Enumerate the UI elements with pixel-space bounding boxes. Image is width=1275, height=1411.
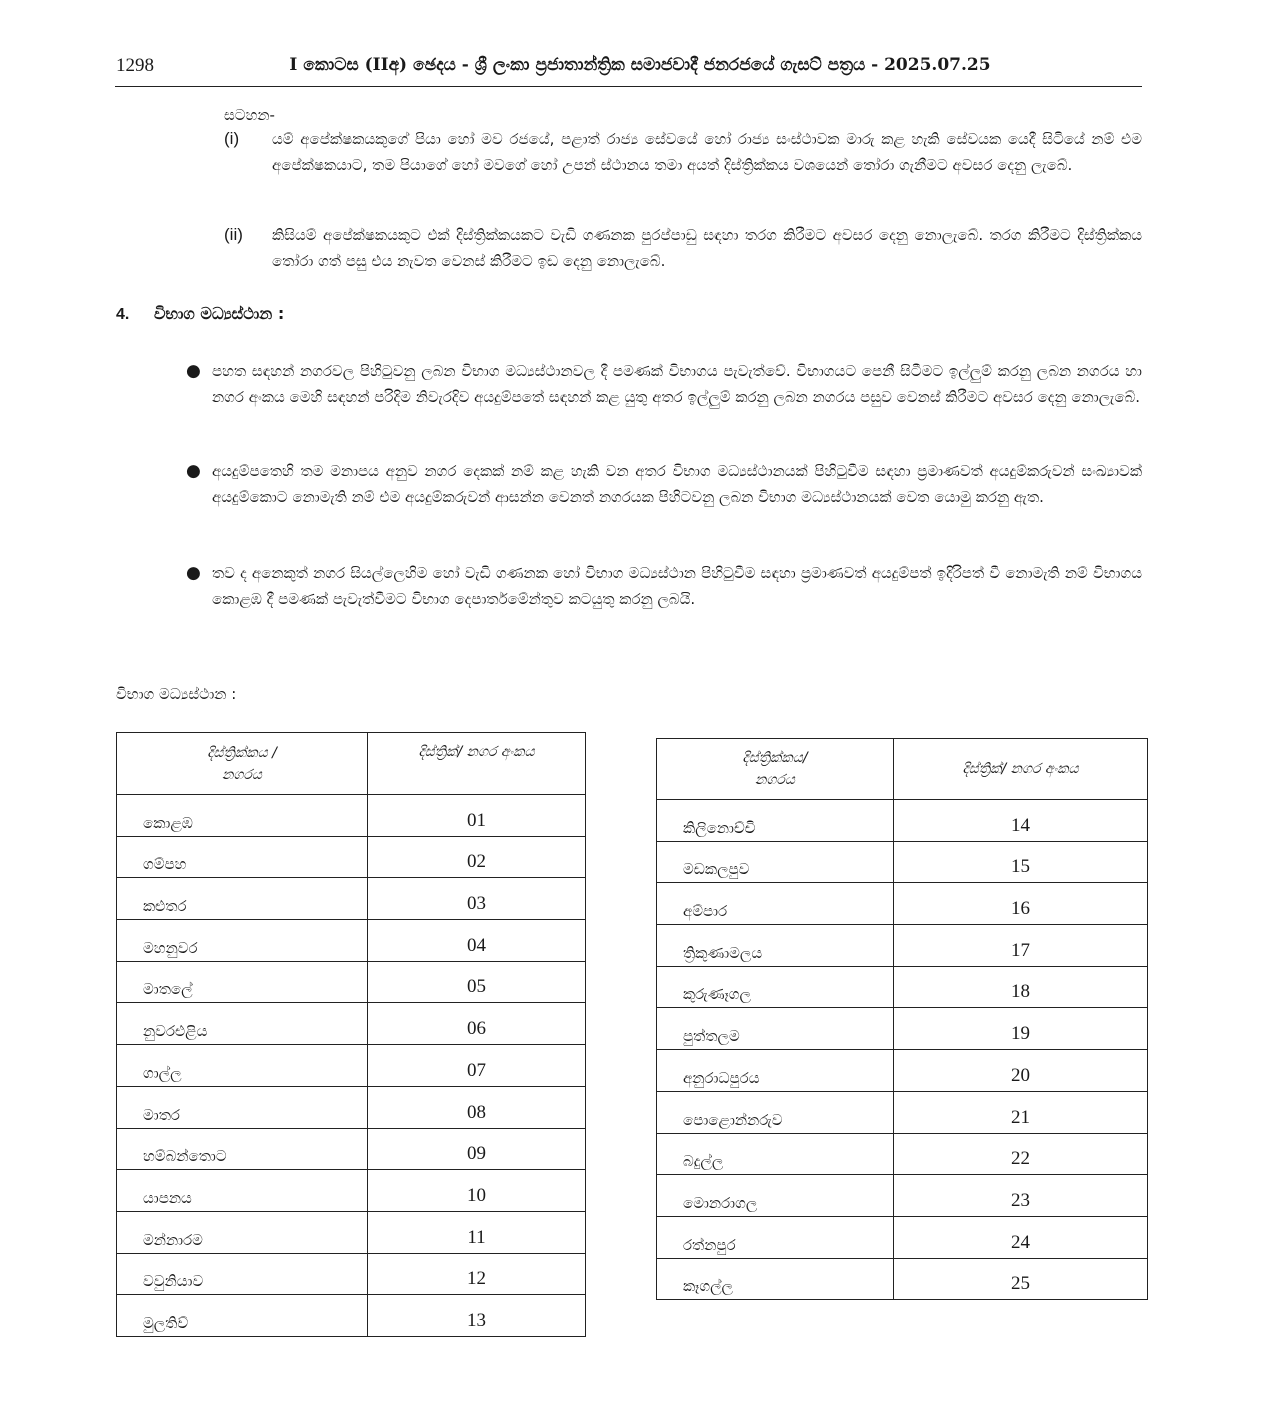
district-code: 10: [368, 1170, 586, 1212]
bullet-paragraph: පහත සඳහන් නගරවල පිහිටුවනු ලබන විභාග මධ්‍යස්ථානවල දී පමණක් විභාගය පැවැත්වේ. විභාගයට පෙනී සිටීමට ඉල්ලුම් කරනු ලබන නගරය හා නගර අංකය මෙහි සඳහන් පරිදිම නිවැරදිව අයදුම්පතේ සඳහන් කළ යුතු අතර ඉල්ලුම් කරනු ලබන නගරය පසුව වෙනස් කිරීමට අවසර දෙනු නොලැබේ.: [212, 362, 1142, 406]
district-code: 09: [368, 1128, 586, 1170]
table-row: [117, 1045, 586, 1087]
district-code: 03: [368, 878, 586, 920]
table-row: [657, 1175, 1148, 1217]
table-row: [657, 841, 1148, 883]
district-code: 17: [894, 925, 1148, 967]
district-code: 18: [894, 966, 1148, 1008]
district-name: කුරුණෑගල: [657, 966, 894, 1008]
district-name: පොළොන්නරුව: [657, 1091, 894, 1133]
district-name: මොනරාගල: [657, 1175, 894, 1217]
district-code: 02: [368, 836, 586, 878]
district-name: මාතර: [117, 1086, 368, 1128]
district-name: රත්නපුර: [657, 1216, 894, 1258]
note-text: යම් අපේක්ෂකයකුගේ පියා හෝ මව රජයේ, පළාත් රාජ්‍ය සේවයේ හෝ රාජ්‍ය සංස්ථාවක මාරු කළ හැකි සේවයක යෙදී සිටියේ නම් එම අපේක්ෂකයාට, තම පියාගේ හෝ මවගේ හෝ උපන් ස්ථානය තමා අයත් දිස්ත්‍රික්කය වශයෙන් තෝරා ගැනීමට අවසර දෙනු ලැබේ.: [272, 130, 1142, 174]
district-name: ත්‍රිකුණාමලය: [657, 925, 894, 967]
table-row: [657, 883, 1148, 925]
section-heading: [116, 304, 284, 324]
table-row: [117, 1003, 586, 1045]
district-code: 11: [368, 1211, 586, 1253]
table-row: [117, 1086, 586, 1128]
district-code: 25: [894, 1258, 1148, 1300]
table-row: [657, 1091, 1148, 1133]
note-number: (i): [224, 129, 240, 148]
district-code: 14: [894, 800, 1148, 842]
table-row: [657, 1133, 1148, 1175]
bullet-icon: ●: [186, 361, 201, 381]
table-row: [117, 1253, 586, 1295]
district-code: 21: [894, 1091, 1148, 1133]
district-code: 23: [894, 1175, 1148, 1217]
district-code: 13: [368, 1295, 586, 1337]
page-number: 1298: [116, 55, 154, 76]
district-code: 24: [894, 1216, 1148, 1258]
column-header-code: දිස්ත්‍රික්/ නගර අංකය: [894, 739, 1148, 800]
table-row: [657, 1050, 1148, 1092]
notes-title: සටහන-: [224, 106, 275, 124]
table-row: [117, 836, 586, 878]
table-row: [117, 961, 586, 1003]
table-row: [657, 1216, 1148, 1258]
section-title: විභාග මධ්‍යස්ථාන :: [154, 304, 285, 323]
table-row: [657, 966, 1148, 1008]
district-name: වවුනියාව: [117, 1253, 368, 1295]
district-name: බදුල්ල: [657, 1133, 894, 1175]
district-code: 20: [894, 1050, 1148, 1092]
table-row: [657, 1008, 1148, 1050]
district-name: මන්නාරම: [117, 1211, 368, 1253]
district-name: පුත්තලම: [657, 1008, 894, 1050]
bullet-paragraph: අයදුම්පතෙහි තම මනාපය අනුව නගර දෙකක් නම් කළ හැකි වන අතර විභාග මධ්‍යස්ථානයක් පිහිටුවීම සඳහා ප්‍රමාණවත් අයදුම්කරුවන් සංඛ්‍යාවක් අයදුම්කොට නොමැති නම් එම අයදුම්කරුවන් ආසන්න වෙනත් නගරයක පිහිටවනු ලබන විභාග මධ්‍යස්ථානයක් වෙත යොමු කරනු ඇත.: [212, 462, 1142, 506]
district-name: මඩකලපුව: [657, 841, 894, 883]
district-code: 05: [368, 961, 586, 1003]
district-code: 19: [894, 1008, 1148, 1050]
district-name: මහනුවර: [117, 920, 368, 962]
table-row: [117, 1128, 586, 1170]
district-code: 07: [368, 1045, 586, 1087]
district-code: 04: [368, 920, 586, 962]
district-code: 01: [368, 795, 586, 837]
district-table-right: [656, 738, 1148, 1300]
table-row: [657, 800, 1148, 842]
exam-centres-label: විභාග මධ්‍යස්ථාන :: [116, 685, 237, 703]
table-row: [117, 795, 586, 837]
table-row: [657, 1258, 1148, 1300]
district-name: කොළඹ: [117, 795, 368, 837]
column-header-code: දිස්ත්‍රික්/ නගර අංකය: [368, 733, 586, 795]
district-name: කෑගල්ල: [657, 1258, 894, 1300]
district-code: 06: [368, 1003, 586, 1045]
bullet-icon: ●: [186, 563, 201, 583]
district-name: කිලිනොච්චි: [657, 800, 894, 842]
district-name: ගම්පහ: [117, 836, 368, 878]
table-row: [117, 878, 586, 920]
district-name: අම්පාර: [657, 883, 894, 925]
table-row: [117, 1295, 586, 1337]
district-code: 22: [894, 1133, 1148, 1175]
bullet-icon: ●: [186, 461, 201, 481]
table-row: [117, 920, 586, 962]
table-row: [117, 1211, 586, 1253]
district-code: 16: [894, 883, 1148, 925]
district-name: ගාල්ල: [117, 1045, 368, 1087]
district-code: 08: [368, 1086, 586, 1128]
district-name: මුලතිව්: [117, 1295, 368, 1337]
district-name: අනුරාධපුරය: [657, 1050, 894, 1092]
header-rule: [115, 86, 1142, 87]
district-name: යාපනය: [117, 1170, 368, 1212]
section-number: 4.: [116, 306, 130, 323]
gazette-running-head: I කොටස (IIඅ) ඡෙදය - ශ්‍රී ලංකා ප්‍රජාතාන්ත්‍රික සමාජවාදී ජනරජයේ ගැසට් පත්‍රය - 2025.07.25: [289, 55, 991, 75]
district-name: මාතලේ: [117, 961, 368, 1003]
note-text: කිසියම් අපේක්ෂකයකුට එක් දිස්ත්‍රික්කයකට වැඩි ගණනක පුරප්පාඩු සඳහා තරග කිරීමට අවසර දෙනු නොලැබේ. තරග කිරීමට දිස්ත්‍රික්කය තෝරා ගත් පසු එය නැවත වෙනස් කිරීමට ඉඩ දෙනු නොලැබේ.: [272, 226, 1142, 270]
note-number: (ii): [224, 225, 243, 244]
district-code: 12: [368, 1253, 586, 1295]
district-name: කළුතර: [117, 878, 368, 920]
table-row: [117, 1170, 586, 1212]
bullet-paragraph: තව ද අනෙකුත් නගර සියල්ලෙහිම හෝ වැඩි ගණනක හෝ විභාග මධ්‍යස්ථාන පිහිටුවීම සඳහා ප්‍රමාණවත් අයදුම්පත් ඉදිරිපත් වී නොමැති නම් විභාගය කොළඹ දී පමණක් පැවැත්වීමට විභාග දෙපාර්තමේන්තුව කටයුතු කරනු ලබයි.: [212, 564, 1142, 608]
column-header-district: දිස්ත්‍රික්කය/ නගරය: [657, 739, 894, 800]
district-name: නුවරඑළිය: [117, 1003, 368, 1045]
district-code: 15: [894, 841, 1148, 883]
district-table-left: [116, 732, 586, 1337]
column-header-district: දිස්ත්‍රික්කය / නගරය: [117, 733, 368, 795]
table-row: [657, 925, 1148, 967]
district-name: හම්බන්තොට: [117, 1128, 368, 1170]
